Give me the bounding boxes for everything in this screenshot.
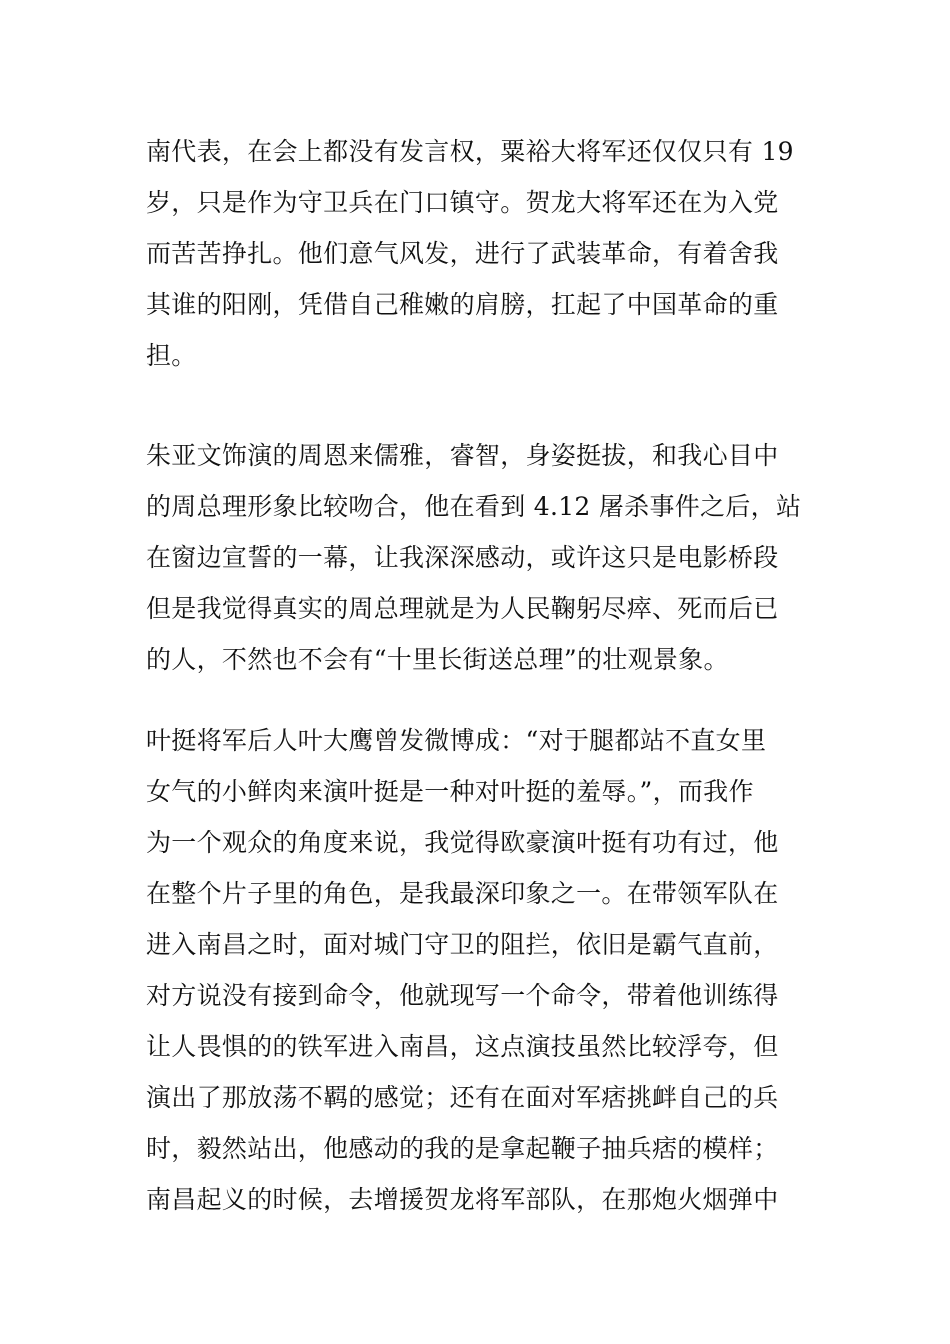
text-line: 的人，不然也不会有“十里长街送总理”的壮观景象。 xyxy=(146,645,729,674)
text-line: 为一个观众的角度来说，我觉得欧豪演叶挺有功有过，他 xyxy=(146,828,779,857)
text-line: 而苦苦挣扎。他们意气风发，进行了武装革命，有着舍我 xyxy=(146,239,779,268)
text-line: 南代表，在会上都没有发言权，粟裕大将军还仅仅只有 19 xyxy=(146,137,794,166)
paragraph-3 xyxy=(146,715,826,1225)
text-line: 在窗边宣誓的一幕，让我深深感动，或许这只是电影桥段 xyxy=(146,543,779,572)
text-line: 叶挺将军后人叶大鹰曾发微博成：“对于腿都站不直女里 xyxy=(146,726,767,755)
text-line: 但是我觉得真实的周总理就是为人民鞠躬尽瘁、死而后已 xyxy=(146,594,779,623)
text-line: 对方说没有接到命令，他就现写一个命令，带着他训练得 xyxy=(146,981,779,1010)
text-line: 在整个片子里的角色，是我最深印象之一。在带领军队在 xyxy=(146,879,779,908)
text-line: 其谁的阳刚，凭借自己稚嫩的肩膀，扛起了中国革命的重 xyxy=(146,290,779,319)
paragraph-2 xyxy=(146,430,826,685)
text-line: 时，毅然站出，他感动的我的是拿起鞭子抽兵痞的模样； xyxy=(146,1134,779,1163)
text-line: 的周总理形象比较吻合，他在看到 4.12 屠杀事件之后，站 xyxy=(146,492,802,521)
text-line: 担。 xyxy=(146,341,197,370)
paragraph-1 xyxy=(146,126,826,381)
text-line: 岁，只是作为守卫兵在门口镇守。贺龙大将军还在为入党 xyxy=(146,188,779,217)
text-line: 南昌起义的时候，去增援贺龙将军部队，在那炮火烟弹中 xyxy=(146,1185,779,1214)
text-line: 女气的小鲜肉来演叶挺是一种对叶挺的羞辱。”，而我作 xyxy=(146,777,754,806)
text-line: 朱亚文饰演的周恩来儒雅，睿智，身姿挺拔，和我心目中 xyxy=(146,441,779,470)
text-line: 进入南昌之时，面对城门守卫的阻拦，依旧是霸气直前， xyxy=(146,930,779,959)
text-line: 演出了那放荡不羁的感觉；还有在面对军痞挑衅自己的兵 xyxy=(146,1083,779,1112)
text-line: 让人畏惧的的铁军进入南昌，这点演技虽然比较浮夸，但 xyxy=(146,1032,779,1061)
